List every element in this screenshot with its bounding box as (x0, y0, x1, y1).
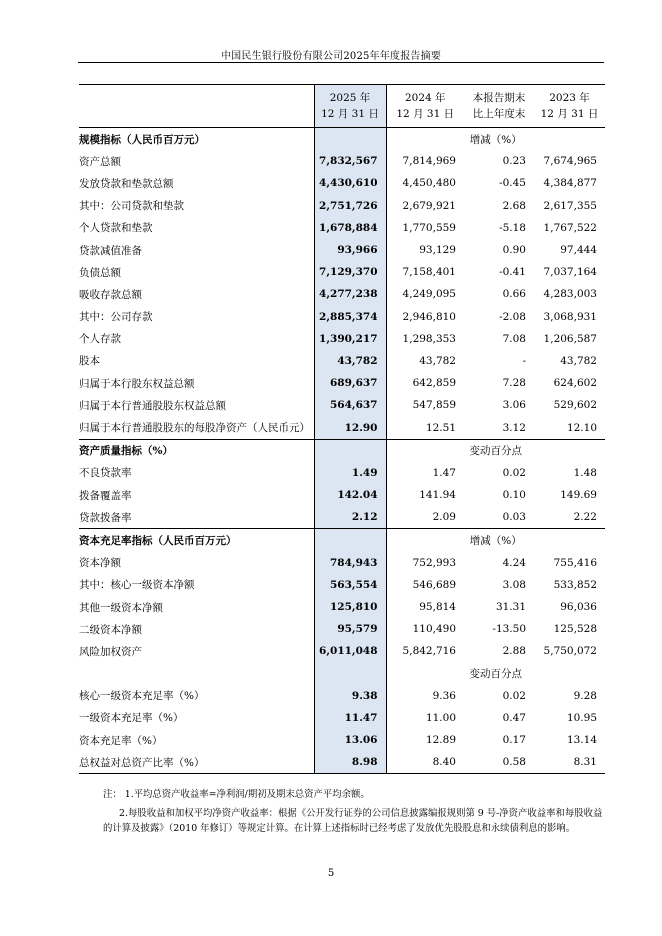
table-row (79, 552, 605, 574)
table-row (79, 416, 605, 439)
section-title: 资产质量指标（%） (79, 445, 173, 458)
cell-change: -5.18 (499, 221, 526, 234)
cell-2024: 1.47 (432, 466, 456, 479)
cell-2025 (314, 529, 386, 552)
cell-change: -2.08 (499, 310, 526, 323)
cell-2025: 11.47 (314, 707, 386, 729)
cell-2024: 43,782 (419, 354, 456, 367)
row-label: 吸收存款总额 (79, 288, 142, 301)
cell-2023: 2,617,355 (543, 199, 597, 212)
cell-change: 0.10 (502, 489, 526, 502)
row-label: 其中：公司贷款和垫款 (79, 200, 184, 213)
row-label: 归属于本行普通股股东权益总额 (79, 399, 226, 412)
cell-change: 7.08 (502, 332, 526, 345)
cell-2024: 2.09 (432, 511, 456, 524)
table-row (79, 596, 605, 618)
cell-change: -0.41 (499, 266, 526, 279)
row-label: 个人存款 (79, 333, 121, 346)
cell-2023: 4,283,003 (543, 288, 597, 301)
cell-change: - (522, 354, 526, 367)
cell-2024: 5,842,716 (402, 645, 456, 658)
row-label: 其他一级资本净额 (79, 601, 163, 614)
table-row (79, 506, 605, 529)
cell-change: 0.17 (502, 734, 526, 747)
row-label: 归属于本行股东权益总额 (79, 377, 195, 390)
table-row (79, 394, 605, 416)
page-number: 5 (327, 868, 335, 879)
cell-2024: 7,158,401 (402, 266, 456, 279)
cell-2023: 2.22 (573, 511, 597, 524)
header-2024: 2024 年 12 月 31 日 (396, 92, 455, 120)
row-label: 资本充足率（%） (79, 734, 163, 747)
table-row (79, 239, 605, 261)
cell-change: 0.02 (502, 466, 526, 479)
section-header-row (79, 128, 605, 151)
cell-2025: 7,832,567 (314, 150, 386, 172)
cell-2023: 1.48 (573, 466, 597, 479)
cell-2025: 125,810 (314, 596, 386, 618)
footnote-2: 2.每股收益和加权平均净资产收益率：根据《公开发行证券的公司信息披露编报规则第 9 号-净资产收益率和每股收益的计算及披露》（2010 年修订）等规定计算。在计算上述指标时已经考虑了发放优先股股息和永续债利息的影响。 (103, 808, 603, 834)
cell-change: 4.24 (502, 556, 526, 569)
table-row (79, 707, 605, 729)
row-label: 负债总额 (79, 266, 121, 279)
row-label (79, 663, 314, 685)
row-label: 归属于本行普通股股东的每股净资产（人民币元） (79, 421, 310, 434)
cell-change: 0.47 (502, 711, 526, 724)
cell-change: -0.45 (499, 177, 526, 190)
table-row (79, 729, 605, 751)
row-label: 风险加权资产 (79, 645, 142, 658)
cell-2024: 93,129 (419, 244, 456, 257)
cell-change: 0.23 (502, 155, 526, 168)
cell-2024: 141.94 (419, 489, 456, 502)
footnotes (103, 787, 603, 836)
cell-2024: 1,298,353 (402, 332, 456, 345)
row-label: 个人贷款和垫款 (79, 222, 153, 235)
table-row (79, 685, 605, 707)
cell-2024: 546,689 (412, 578, 456, 591)
table-row (79, 663, 605, 685)
row-label: 贷款减值准备 (79, 244, 142, 257)
cell-2023: 533,852 (553, 578, 597, 591)
cell-2024: 752,993 (412, 556, 456, 569)
cell-2024: 547,859 (412, 399, 456, 412)
table-row (79, 618, 605, 640)
table-row (79, 150, 605, 172)
table-row (79, 640, 605, 662)
cell-2025 (314, 128, 386, 151)
cell-2025: 2,751,726 (314, 195, 386, 217)
header-rule (78, 62, 604, 63)
row-label: 其中：公司存款 (79, 311, 153, 324)
table-row (79, 372, 605, 394)
table-header-row (79, 85, 605, 128)
section-title: 规模指标（人民币百万元） (79, 133, 205, 146)
row-label: 核心一级资本充足率（%） (79, 690, 205, 703)
table-row (79, 261, 605, 283)
cell-2024: 12.51 (425, 421, 456, 434)
cell-2025: 1.49 (314, 462, 386, 484)
table-row (79, 350, 605, 372)
cell-2025: 2,885,374 (314, 306, 386, 328)
row-label: 拨备覆盖率 (79, 489, 132, 502)
row-label: 贷款拨备率 (79, 511, 132, 524)
row-label: 一级资本充足率（%） (79, 712, 184, 725)
header-change: 本报告期末 比上年度末 (472, 92, 526, 120)
header-2023: 2023 年 12 月 31 日 (540, 92, 599, 120)
cell-2023: 125,528 (553, 623, 597, 636)
cell-2025: 9.38 (314, 685, 386, 707)
header-2025: 2025 年 12 月 31 日 (314, 85, 386, 128)
row-label: 二级资本净额 (79, 623, 142, 636)
cell-2024: 12.89 (425, 734, 456, 747)
row-label: 不良贷款率 (79, 467, 132, 480)
cell-change: 0.66 (502, 288, 526, 301)
table-row (79, 172, 605, 194)
cell-2024: 110,490 (412, 623, 456, 636)
cell-2023: 13.14 (566, 734, 597, 747)
cell-2025: 1,678,884 (314, 217, 386, 239)
cell-2024: 2,679,921 (402, 199, 456, 212)
cell-2025: 95,579 (314, 618, 386, 640)
table-row (79, 328, 605, 350)
section-header-row (79, 529, 605, 552)
table-body (79, 128, 605, 774)
cell-2023: 10.95 (566, 711, 597, 724)
row-label: 其中：核心一级资本净额 (79, 579, 195, 592)
running-header: 中国民生银行股份有限公司2025年年度报告摘要 (220, 51, 442, 62)
cell-2025: 12.90 (314, 416, 386, 439)
footnote-1: 注： 1.平均总资产收益率=净利润/期初及期末总资产平均余额。 (103, 789, 370, 800)
table-row (79, 574, 605, 596)
cell-2023: 9.28 (573, 689, 597, 702)
cell-2024: 2,946,810 (402, 310, 456, 323)
section-unit: 增减（%） (469, 534, 522, 547)
cell-2023: 7,674,965 (543, 155, 597, 168)
cell-2025: 4,277,238 (314, 283, 386, 305)
cell-2023: 97,444 (560, 244, 597, 257)
cell-2025 (314, 439, 386, 462)
cell-2023: 1,767,522 (543, 221, 597, 234)
cell-2023: 529,602 (553, 399, 597, 412)
cell-change: 7.28 (502, 377, 526, 390)
table-row (79, 484, 605, 506)
cell-change: 0.58 (502, 756, 526, 769)
financial-indicators-table (79, 84, 605, 774)
cell-2025: 43,782 (314, 350, 386, 372)
cell-2023: 624,602 (553, 377, 597, 390)
cell-2023: 43,782 (560, 354, 597, 367)
cell-change: 0.03 (502, 511, 526, 524)
row-label: 股本 (79, 355, 100, 368)
cell-2023: 7,037,164 (543, 266, 597, 279)
cell-2025: 563,554 (314, 574, 386, 596)
table-row (79, 462, 605, 484)
cell-2025: 1,390,217 (314, 328, 386, 350)
cell-2025: 784,943 (314, 552, 386, 574)
cell-2023: 149.69 (560, 489, 597, 502)
cell-change: -13.50 (492, 623, 526, 636)
table-row (79, 306, 605, 328)
cell-2025: 13.06 (314, 729, 386, 751)
table-row (79, 283, 605, 305)
row-unit: 变动百分点 (469, 668, 522, 681)
cell-2024: 642,859 (412, 377, 456, 390)
cell-2025: 689,637 (314, 372, 386, 394)
cell-change: 3.12 (502, 421, 526, 434)
cell-change: 2.68 (502, 199, 526, 212)
cell-2023: 755,416 (553, 556, 597, 569)
cell-2025: 7,129,370 (314, 261, 386, 283)
cell-2023: 8.31 (573, 756, 597, 769)
cell-2023: 96,036 (560, 601, 597, 614)
cell-2024: 11.00 (425, 711, 456, 724)
cell-change: 2.88 (502, 645, 526, 658)
row-label: 总权益对总资产比率（%） (79, 756, 205, 769)
cell-change: 31.31 (495, 601, 526, 614)
cell-change: 0.02 (502, 689, 526, 702)
section-unit: 增减（%） (469, 133, 522, 146)
section-header-row (79, 439, 605, 462)
cell-change: 3.08 (502, 578, 526, 591)
row-label: 发放贷款和垫款总额 (79, 177, 174, 190)
cell-2025: 6,011,048 (314, 640, 386, 662)
cell-change: 0.90 (502, 244, 526, 257)
table-row (79, 217, 605, 239)
cell-2024: 8.40 (432, 756, 456, 769)
cell-2025 (314, 663, 386, 685)
section-unit: 变动百分点 (469, 445, 522, 458)
cell-change: 3.06 (502, 399, 526, 412)
cell-2025: 2.12 (314, 506, 386, 529)
cell-2023: 5,750,072 (543, 645, 597, 658)
cell-2024: 4,249,095 (402, 288, 456, 301)
cell-2023: 1,206,587 (543, 332, 597, 345)
cell-2025: 4,430,610 (314, 172, 386, 194)
cell-2025: 8.98 (314, 751, 386, 774)
cell-2024: 4,450,480 (402, 177, 456, 190)
cell-2025: 564,637 (314, 394, 386, 416)
cell-2025: 93,966 (314, 239, 386, 261)
cell-2024: 95,814 (419, 601, 456, 614)
cell-2024: 9.36 (432, 689, 456, 702)
cell-2024: 1,770,559 (402, 221, 456, 234)
row-label: 资产总额 (79, 155, 121, 168)
table-row (79, 751, 605, 774)
row-label: 资本净额 (79, 557, 121, 570)
cell-2023: 3,068,931 (543, 310, 597, 323)
cell-2023: 4,384,877 (543, 177, 597, 190)
cell-2023: 12.10 (566, 421, 597, 434)
cell-2025: 142.04 (314, 484, 386, 506)
header-label (79, 85, 314, 128)
section-title: 资本充足率指标（人民币百万元） (79, 534, 237, 547)
cell-2024: 7,814,969 (402, 155, 456, 168)
table-row (79, 195, 605, 217)
